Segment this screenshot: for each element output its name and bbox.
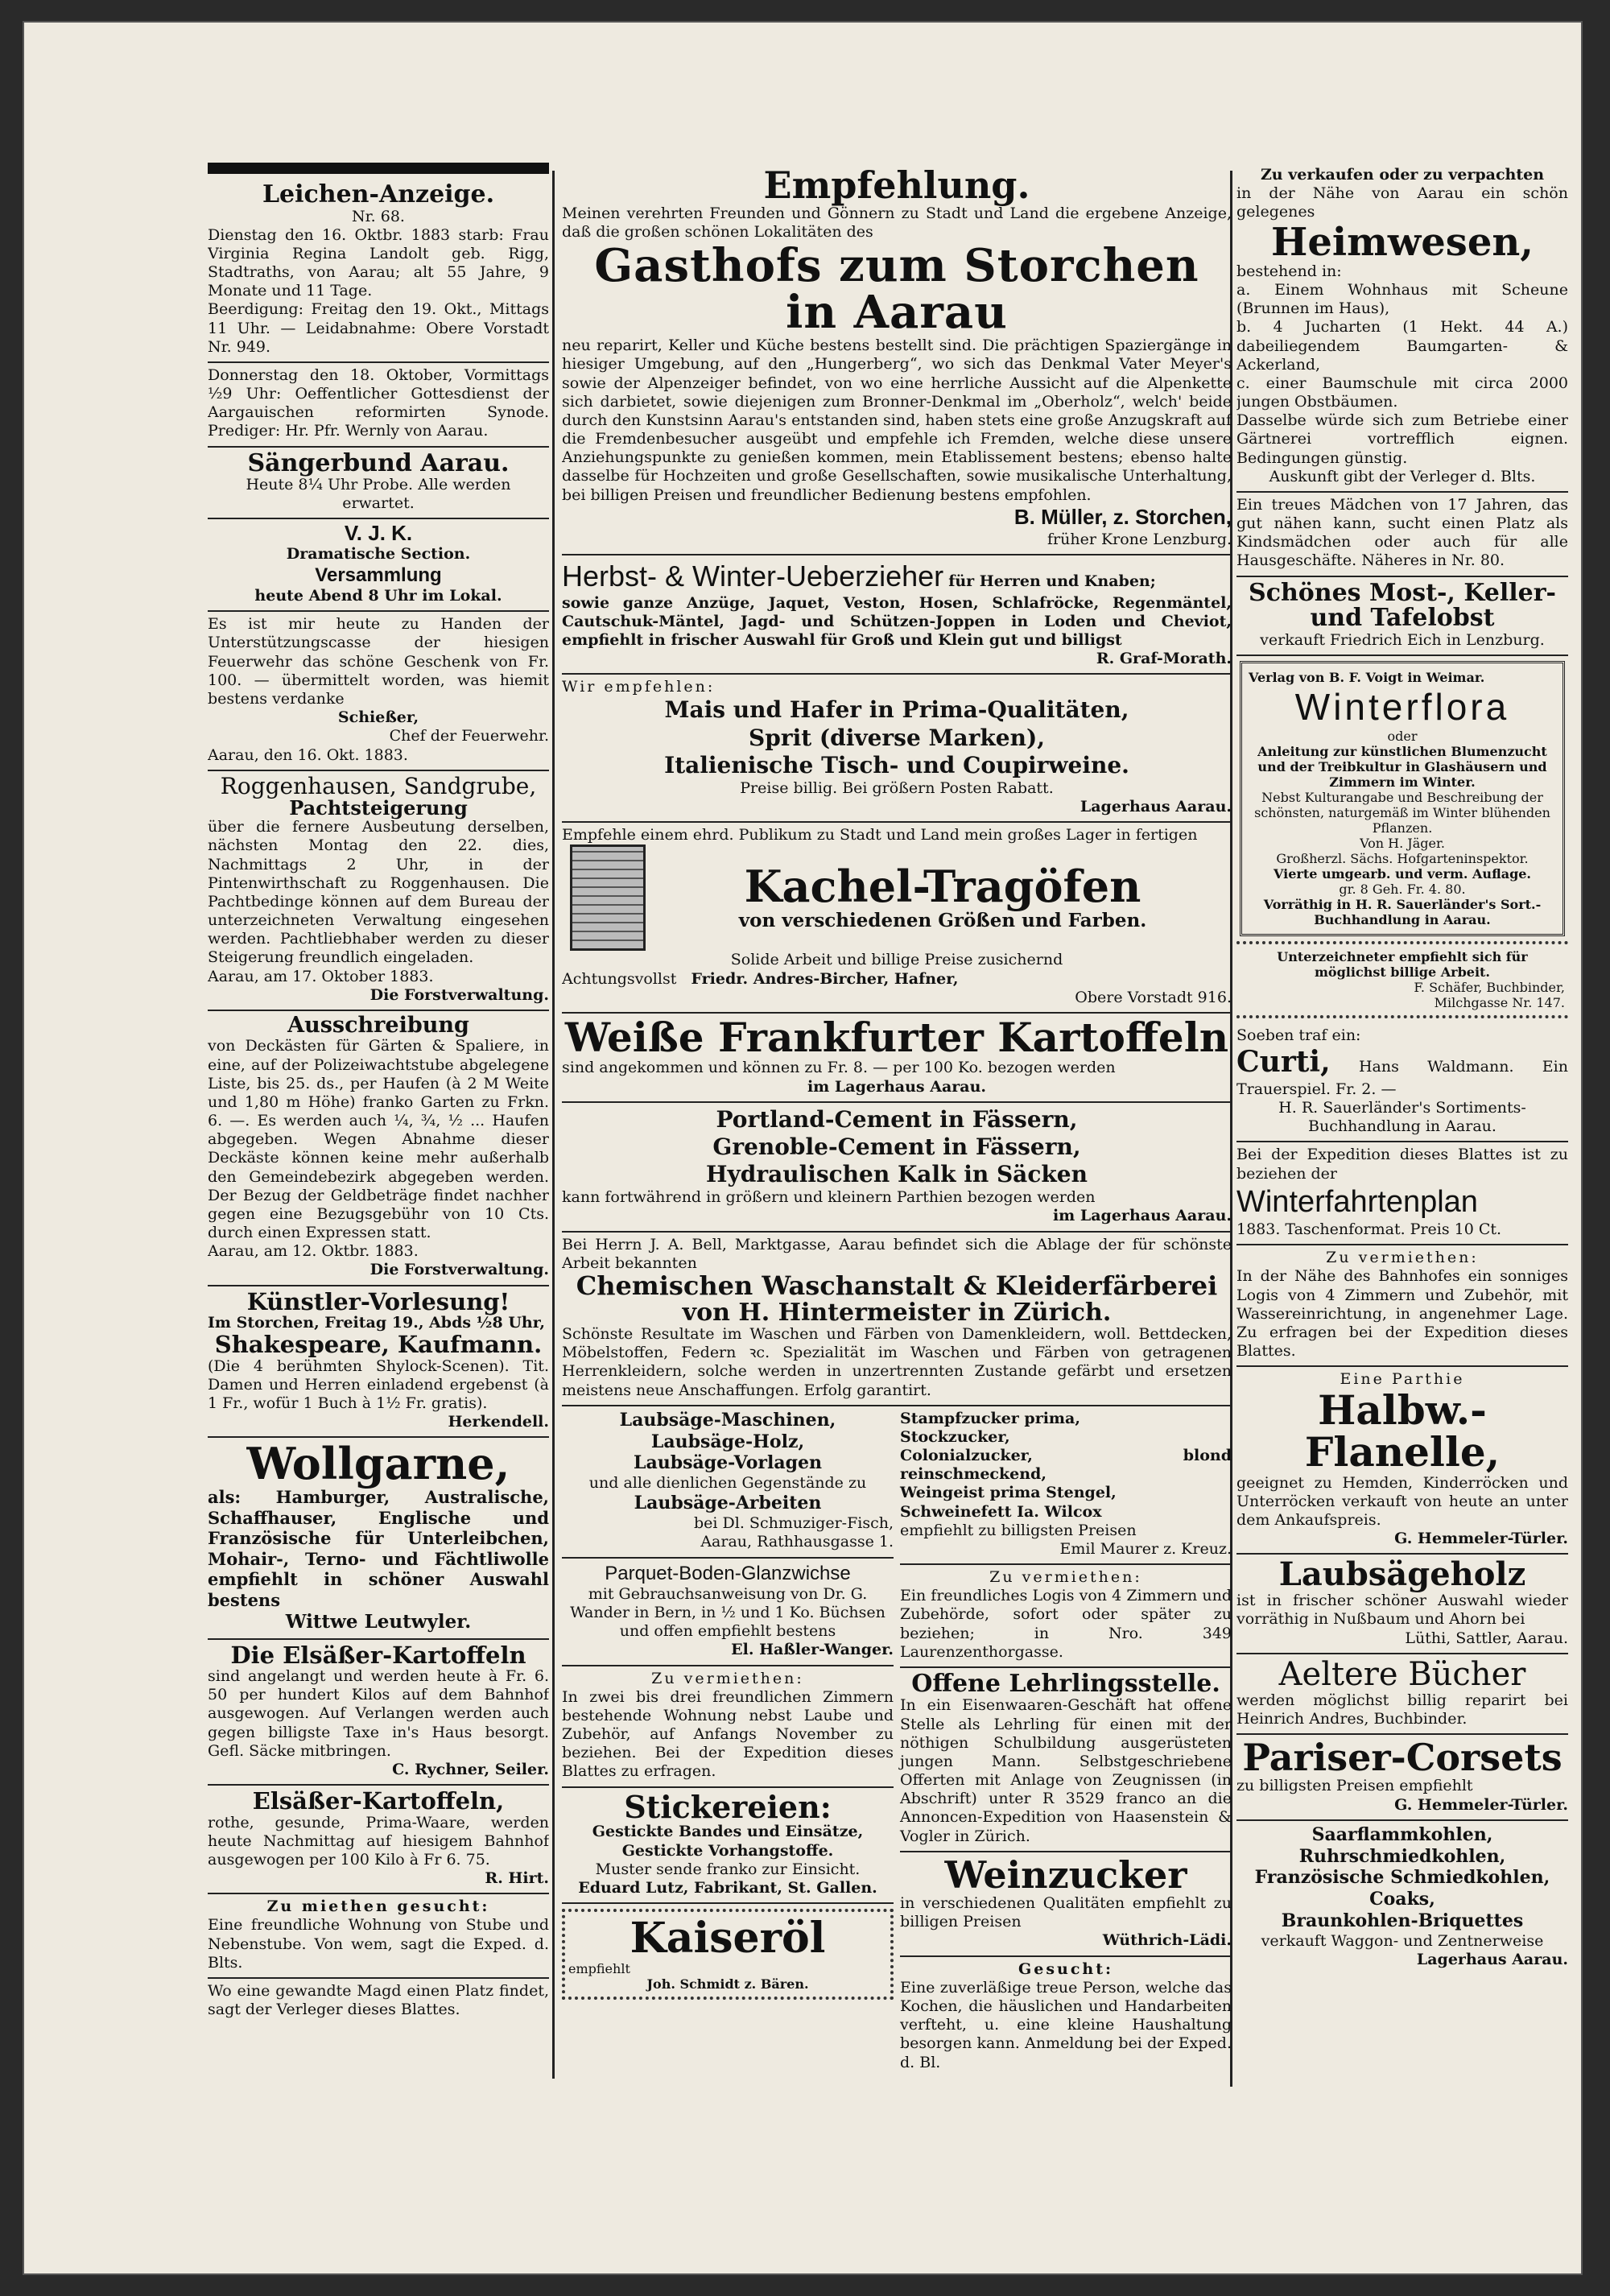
saenger-text: Heute 8¼ Uhr Probe. Alle werden erwartet. (246, 476, 511, 513)
ad-feuerwehr (208, 612, 549, 770)
laubsaege-text: und alle dienlichen Gegenstände zu (588, 1474, 867, 1493)
roggen-date: Aarau, am 17. Oktober 1883. (208, 967, 434, 985)
winterflora-title: Winterflora (1294, 685, 1510, 728)
curti-sign: H. R. Sauerländer's Sortiments-Buchhandlung in Aarau. (1278, 1099, 1526, 1136)
corsets-sign: G. Hemmeler-Türler. (1394, 1795, 1568, 1814)
kuenstler-sign: Herkendell. (448, 1413, 549, 1431)
kaiseroel-title: Kaiseröl (630, 1914, 826, 1964)
wollgarne-text: als: Hamburger, Australische, Schaffhauser, Englische und Französische für Unterleibchen, Mohair-, Terno- und Fächtliwolle empfiehlt in schöner Auswahl bestens (208, 1486, 549, 1611)
kohlen-sign: Lagerhaus Aarau. (1416, 1951, 1568, 1968)
elsaesser1-title: Die Elsäßer-Kartoffeln (230, 1641, 526, 1669)
feuerwehr-date: Aarau, den 16. Okt. 1883. (208, 745, 408, 764)
ad-heimwesen (1236, 163, 1568, 493)
ausschreibung-title: Ausschreibung (287, 1012, 469, 1038)
ad-mais-hafer (562, 675, 1232, 823)
winterflora-ed: Vierte umgearb. und verm. Auflage. (1274, 865, 1531, 882)
newspaper-page (23, 21, 1583, 2275)
winterflora-sub: Anleitung zur künstlichen Blumenzucht und der Treibkultur in Glashäusern und Zimmern im Winter. (1257, 743, 1547, 790)
ad-corsets (1236, 1735, 1568, 1821)
laubsaegeholz-title: Laubsägeholz (1278, 1555, 1526, 1594)
most-title: Schönes Most-, Keller- und Tafelobst (1249, 578, 1556, 633)
ad-stampfzucker (900, 1406, 1232, 1565)
kohlen-line2: Ruhrschmiedkohlen, (1298, 1845, 1506, 1867)
ad-kachel-tragoefen (562, 823, 1232, 1014)
lehrling-text: In ein Eisenwaaren-Geschäft hat offene Stelle als Lehrling für einen mit der nöthigen Schulbildung ausgerüsteten jungen Mann. Selbstgeschriebene Offerten mit Anlage von Zeugnissen (in Abschrift) unter R 3529 franco an die Annoncen-Expedition von Haasenstein & Vogler in Zürich. (900, 1696, 1232, 1845)
schaefer-addr: Milchgasse Nr. 147. (1434, 994, 1565, 1010)
cement-text: kann fortwährend in größern und kleinern Parthien bezogen werden (562, 1188, 1096, 1207)
flanelle-title: Halbw.-Flanelle, (1304, 1385, 1501, 1476)
flanelle-sign: G. Hemmeler-Türler. (1394, 1530, 1568, 1548)
empfehlung-sign2: früher Krone Lenzburg. (1047, 530, 1232, 548)
ad-laubsaegeholz (1236, 1555, 1568, 1654)
leichen-beerdigung: Beerdigung: Freitag den 19. Okt., Mittags 11 Uhr. — Leidabnahme: Obere Vorstadt Nr. 949. (208, 300, 549, 356)
kohlen-line3: Französische Schmiedkohlen, (1254, 1867, 1550, 1889)
frankfurter-text: sind angekommen und können zu Fr. 8. — per 100 Ko. bezogen werden (562, 1059, 1116, 1077)
schaefer-text: Unterzeichneter empfiehlt sich für möglichst billige Arbeit. (1277, 948, 1528, 980)
ad-saengerbund (208, 448, 549, 520)
vjk-versammlung: Versammlung (315, 564, 442, 586)
parquet-sign: El. Haßler-Wanger. (731, 1641, 894, 1659)
empfehlung-title: Empfehlung. (763, 163, 1030, 207)
lehrling-title: Offene Lehrlingsstelle. (911, 1669, 1220, 1698)
kaiseroel-sign: Joh. Schmidt z. Bären. (646, 1976, 809, 1992)
fahrplan-intro: Bei der Expedition dieses Blattes ist zu beziehen der (1236, 1146, 1568, 1183)
kachel-sub: von verschiedenen Größen und Farben. (738, 909, 1147, 931)
saenger-title: Sängerbund Aarau. (247, 448, 510, 477)
kachel-title: Kachel-Tragöfen (744, 861, 1141, 913)
winterflora-role: Großherzl. Sächs. Hofgarteninspektor. (1276, 850, 1529, 866)
corsets-title: Pariser-Corsets (1242, 1736, 1563, 1780)
cement-line3: Hydraulischen Kalk in Säcken (706, 1161, 1088, 1188)
wasch-intro: Bei Herrn J. A. Bell, Marktgasse, Aarau befindet sich die Ablage der für schönste Arbeit bekannten (562, 1235, 1232, 1272)
wollgarne-sign: Wittwe Leutwyler. (285, 1610, 472, 1633)
elsaesser2-title: Elsäßer-Kartoffeln, (252, 1787, 505, 1815)
kohlen-text: verkauft Waggon- und Zentnerweise (1261, 1931, 1544, 1950)
mais-line3: Italienische Tisch- und Coupirweine. (664, 751, 1129, 778)
fahrplan-text: 1883. Taschenformat. Preis 10 Ct. (1236, 1220, 1502, 1239)
sticker-sign: Eduard Lutz, Fabrikant, St. Gallen. (578, 1878, 877, 1897)
corsets-text: zu billigsten Preisen empfiehlt (1236, 1777, 1473, 1795)
elsaesser2-text: rothe, gesunde, Prima-Waare, werden heute Nachmittag auf hiesigem Bahnhof ausgewogen per 100 Kilo à Fr 6. 75. (208, 1813, 549, 1869)
sticker-text: Gestickte Bandes und Einsätze, Gestickte Vorhangstoffe. (592, 1823, 864, 1860)
ad-wohnung-gesucht (208, 1894, 549, 1979)
buecher-text: werden möglichst billig reparirt bei Heinrich Andres, Buchbinder. (1236, 1691, 1568, 1728)
weinzucker-sign: Wüthrich-Lädi. (1102, 1931, 1232, 1950)
ad-schaefer (1236, 941, 1568, 1018)
ad-winterflora (1240, 661, 1565, 936)
feuerwehr-text: Es ist mir heute zu Handen der Unterstützungscasse der hiesigen Feuerwehr das schöne Geschenk von Fr. 100. — übermittelt worden, was hiemit bestens verdanke (208, 615, 549, 708)
vjk-when: heute Abend 8 Uhr im Lokal. (254, 587, 502, 605)
ad-stickereien (562, 1788, 894, 1905)
winterflora-oder: oder (1387, 728, 1418, 744)
feuerwehr-role: Chef der Feuerwehr. (389, 727, 549, 745)
heimwesen-sign: Auskunft gibt der Verleger d. Blts. (1269, 467, 1536, 485)
heimwesen-title: Heimwesen, (1271, 219, 1534, 265)
column-left (208, 163, 549, 2135)
stampf-line4: Weingeist prima Stengel, (900, 1484, 1117, 1502)
vjk-sub: Dramatische Section. (286, 544, 471, 563)
ausschreibung-date: Aarau, am 12. Oktbr. 1883. (208, 1242, 419, 1261)
vermiethen3-title: Zu vermiethen: (1326, 1249, 1479, 1267)
kuenstler-title: Künstler-Vorlesung! (246, 1287, 510, 1315)
kuenstler-line1: Im Storchen, Freitag 19., Abds ½8 Uhr, (208, 1314, 545, 1332)
ad-waschanstalt (562, 1233, 1232, 1406)
ausschreibung-sign: Die Forstverwaltung. (369, 1261, 549, 1279)
wollgarne-title: Wollgarne, (246, 1438, 510, 1490)
laubsaege-line2: Laubsäge-Holz, (650, 1431, 805, 1452)
wohnung-title: Zu miethen gesucht: (266, 1898, 490, 1916)
leichen-title: Leichen-Anzeige. (262, 180, 495, 209)
frankfurter-title: Weiße Frankfurter Kartoffeln (564, 1013, 1229, 1061)
gesucht-title: Gesucht: (1018, 1959, 1113, 1978)
roggen-text: über die fernere Ausbeutung derselben, nächsten Montag den 22. dies, Nachmittags 2 Uhr, in der Pintenwirthschaft zu Roggenhausen. Die Pachtbedinge können auf dem Bureau der unterzeichneten Verwaltung eingesehen werden. Pachtliebhaber werden zu dieser Steigerung freundlich eingeladen. (208, 818, 549, 967)
empfehlung-sign: B. Müller, z. Storchen, (1013, 504, 1232, 529)
ad-curti (1236, 1023, 1568, 1143)
ad-laubsaege (562, 1406, 894, 1559)
curti-author: Hans Waldmann. Ein Trauerspiel. Fr. 2. — (1236, 1058, 1568, 1098)
ad-weinzucker (900, 1852, 1232, 1957)
herbst-sign: R. Graf-Morath. (1096, 650, 1232, 668)
mais-note: Preise billig. Bei größern Posten Rabatt. (740, 778, 1054, 797)
laubsaege-addr: Aarau, Rathhausgasse 1. (700, 1533, 894, 1551)
kachel-pre: Achtungsvollst (562, 969, 677, 988)
roggen-sub: Pachtsteigerung (289, 796, 468, 820)
ad-kaiseroel (562, 1909, 894, 2000)
vjk-title: V. J. K. (344, 521, 413, 546)
ad-vermiethen-wohnung (562, 1666, 894, 1788)
sticker-muster: Muster sende franko zur Einsicht. (595, 1860, 861, 1878)
elsaesser1-text: sind angelangt und werden heute à Fr. 6. 50 per hundert Kilos auf dem Bahnhof ausgewogen. Auf Verlangen werden auch gegen billigste Taxe in's Haus besorgt. Gefl. Säcke mitbringen. (208, 1667, 549, 1760)
ad-gottesdienst: Donnerstag den 18. Oktober, Vormittags ½9 Uhr: Oeffentlicher Gottesdienst der Aargauischen reformirten Synode. Prediger: Hr. Pfr. Wernly von Aarau. (208, 363, 549, 448)
roggen-title: Roggenhausen, Sandgrube, (220, 772, 537, 799)
ad-magd: Wo eine gewandte Magd einen Platz findet, sagt der Verleger dieses Blattes. (208, 1981, 549, 2019)
ad-parquet (562, 1559, 894, 1666)
ad-vermiethen-bahnhof (1236, 1245, 1568, 1367)
laubsaege-line1: Laubsäge-Maschinen, (619, 1409, 836, 1431)
ausschreibung-text: von Deckästen für Gärten & Spaliere, in eine, auf der Polizeiwachtstube abgelegene Liste, bis 25. ds., per Haufen (à 2 M Weite und 1,80 m Höhe) franko Garten zu Frkn. 6. —. Es werden auch ¼, ¾, ½ ... Haufen abgegeben. Wegen Abnahme dieser Deckäste können keine mehr außerhalb den Gemeindebezirk abgegeben werden. Der Bezug der Geldbeträge findet nachher gegen eine Bezugsgebühr von 10 Cts. durch einen Expressen statt. (208, 1037, 549, 1242)
winterflora-price: gr. 8 Geh. Fr. 4. 80. (1339, 881, 1466, 897)
winterflora-stock: Vorräthig in H. R. Sauerländer's Sort.-Buchhandlung in Aarau. (1263, 896, 1542, 927)
stampf-line1: Stampfzucker prima, (900, 1409, 1080, 1427)
wohnung-text: Eine freundliche Wohnung von Stube und Nebenstube. Von wem, sagt die Exped. d. Blts. (208, 1916, 549, 1972)
ad-frankfurter (562, 1014, 1232, 1103)
heimwesen-intro2: in der Nähe von Aarau ein schön gelegenes (1236, 184, 1568, 221)
herbst-title: Herbst- & Winter-Ueberzieher (562, 559, 944, 593)
heimwesen-intro: Zu verkaufen oder zu verpachten (1260, 166, 1545, 184)
ad-ausschreibung (208, 1011, 549, 1286)
curti-intro: Soeben traf ein: (1236, 1026, 1361, 1044)
kachel-sign: Friedr. Andres-Bircher, Hafner, (691, 969, 959, 988)
herbst-text: sowie ganze Anzüge, Jaquet, Veston, Hosen, Schlafröcke, Regenmäntel, Cautschuk-Mäntel, Jagd- und Schützen-Joppen in Loden und Cheviot, empfiehlt in frischer Auswahl für Groß und Klein gut und billigst (562, 593, 1232, 649)
vermiethen2-title: Zu vermiethen: (651, 1669, 804, 1687)
weinzucker-title: Weinzucker (944, 1852, 1187, 1897)
schaefer-sign: F. Schäfer, Buchbinder, (1414, 979, 1565, 995)
mais-line1: Mais und Hafer in Prima-Qualitäten, (664, 696, 1129, 724)
most-sign: verkauft Friedrich Eich in Lenzburg. (1260, 630, 1545, 649)
winterflora-text: Nebst Kulturangabe und Beschreibung der schönsten, naturgemäß im Winter blühenden Pflanzen. (1254, 789, 1550, 836)
fahrplan-title: Winterfahrtenplan (1236, 1184, 1478, 1219)
winterflora-author: Von H. Jäger. (1360, 835, 1445, 851)
kuenstler-text: (Die 4 berühmten Shylock-Scenen). Tit. Damen und Herren einladend ergebenst (à 1 Fr., wofür 1 Buch à 1½ Fr. gratis). (208, 1357, 549, 1412)
mais-sign: Lagerhaus Aarau. (1080, 798, 1232, 816)
flanelle-intro: Eine Parthie (1340, 1370, 1465, 1389)
kachel-addr: Obere Vorstadt 916. (1075, 988, 1232, 1006)
elsaesser2-sign: R. Hirt. (485, 1869, 549, 1888)
ad-roggenhausen (208, 771, 549, 1011)
heimwesen-a: a. Einem Wohnhaus mit Scheune (Brunnen im Haus), (1236, 281, 1568, 318)
laubsaege-line4: Laubsäge-Arbeiten (634, 1493, 822, 1514)
leichen-nr: Nr. 68. (352, 207, 405, 225)
ad-fahrplan (1236, 1142, 1568, 1245)
ad-lehrlingsstelle (900, 1668, 1232, 1852)
ad-empfehlung-storchen (562, 163, 1232, 555)
laubsaegeholz-sign: Lüthi, Sattler, Aarau. (1405, 1629, 1568, 1647)
laubsaege-sign: bei Dl. Schmuziger-Fisch, (694, 1514, 894, 1533)
parquet-title: Parquet-Boden-Glanzwichse (605, 1562, 851, 1584)
kohlen-line4: Coaks, (1369, 1889, 1435, 1910)
stove-illustration (570, 844, 646, 951)
column-middle (562, 163, 1232, 2143)
ad-kuenstler (208, 1286, 549, 1439)
ad-cement (562, 1103, 1232, 1233)
wasch-text: Schönste Resultate im Waschen und Färben von Damenkleidern, woll. Bettdecken, Möbelstoffen, Federn ꝛc. Spezialität im Waschen und Färben von getragenen Herrenkleidern, solche werden in unzertrennten Zustande gefärbt und ersetzen meistens neue Anschaffungen. Erfolg garantirt. (562, 1325, 1232, 1399)
leichen-text: Dienstag den 16. Oktbr. 1883 starb: Frau Virginia Regina Landolt geb. Rigg, Stadtraths, von Aarau; alt 55 Jahre, 9 Monate und 11 Tage. (208, 225, 549, 300)
kaiseroel-pre: empfiehlt (568, 1960, 630, 1976)
wasch-title: Chemischen Waschanstalt & Kleiderfärberei (576, 1270, 1218, 1301)
ad-most-obst (1236, 577, 1568, 656)
column-rule-left (552, 171, 555, 2079)
ad-wollgarne (208, 1438, 549, 1639)
kohlen-line5: Braunkohlen-Briquettes (1281, 1910, 1524, 1931)
elsaesser1-sign: C. Rychner, Seiler. (392, 1760, 549, 1778)
ad-kohlen (1236, 1821, 1568, 1974)
ad-elsaesser-1 (208, 1640, 549, 1786)
empfehlung-intro: Meinen verehrten Freunden und Gönnern zu Stadt und Land die ergebene Anzeige, daß die großen schönen Lokalitäten des (562, 204, 1232, 242)
heimwesen-b: b. 4 Jucharten (1 Hekt. 44 A.) dabeiliegendem Baumgarten- & Ackerland, (1236, 318, 1568, 374)
cement-sign: im Lagerhaus Aarau. (1052, 1207, 1232, 1225)
gasthof-name: Gasthofs zum Storchen in Aarau (594, 238, 1199, 340)
vermiethen1-title: Zu vermiethen: (989, 1568, 1142, 1587)
heimwesen-c: c. einer Baumschule mit circa 2000 jungen Obstbäumen. (1236, 374, 1568, 411)
sticker-title: Stickereien: (624, 1788, 832, 1825)
ad-vermiethen-logis (900, 1565, 1232, 1668)
stampf-text: empfiehlt zu billigsten Preisen (900, 1521, 1137, 1539)
empfehlung-text: neu reparirt, Keller und Küche bestens bestellt sind. Die prächtigen Spaziergänge in hiesiger Umgebung, auf den „Hungerberg“, wo sich das Denkmal Vater Meyer's sowie der Alpenzeiger befindet, von wo eine herrliche Aussicht auf die Alpenkette sich darbietet, sowie diejenigen zum Bronner-Denkmal im „Oberholz“, welch' beide durch den Kunstsinn Aarau's entstanden sind, haben stets eine große Anzugskraft auf die Fremdenbesucher ausgeübt und empfehle ich Fremden, welche diese unsere Anziehungspunkte zu genießen kommen, mein Etablissement bestens; ebenso halte dasselbe für Hochzeiten und große Gesellschaften, sowie musikalische Unterhaltung, bei billigen Preisen und freundlicher Bedienung bestens empfohlen. (562, 337, 1232, 504)
wasch-sub: von H. Hintermeister in Zürich. (682, 1298, 1112, 1327)
stampf-line3: Colonialzucker, blond reinschmeckend, (900, 1447, 1232, 1484)
feuerwehr-sign: Schießer, (337, 708, 419, 727)
mais-line2: Sprit (diverse Marken), (749, 724, 1045, 751)
laubsaegeholz-text: ist in frischer schöner Auswahl wieder vorräthig in Nußbaum und Ahorn bei (1236, 1592, 1568, 1629)
ad-flanelle (1236, 1367, 1568, 1555)
cement-line2: Grenoble-Cement in Fässern, (712, 1133, 1081, 1160)
winterflora-verlag: Verlag von B. F. Voigt in Weimar. (1249, 669, 1485, 685)
laubsaege-line3: Laubsäge-Vorlagen (634, 1452, 822, 1474)
ad-leichen (208, 179, 549, 363)
vermiethen2-text: In zwei bis drei freundlichen Zimmern bestehende Wohnung nebst Laube und Zubehör, auf Anfangs November zu beziehen. Bei der Expedition dieses Blattes zu erfragen. (562, 1687, 894, 1781)
column-right (1236, 163, 1568, 2127)
stampf-sign: Emil Maurer z. Kreuz. (1059, 1539, 1232, 1558)
cement-line1: Portland-Cement in Fässern, (716, 1105, 1078, 1133)
ad-herbst-ueberzieher (562, 555, 1232, 675)
roggen-sign: Die Forstverwaltung. (369, 985, 549, 1004)
stampf-line2: Stockzucker, (900, 1427, 1010, 1446)
stampf-line5: Schweinefett Ia. Wilcox (900, 1502, 1102, 1521)
ad-elsaesser-2 (208, 1786, 549, 1894)
buecher-title: Aeltere Bücher (1278, 1655, 1526, 1693)
heavy-rule (208, 163, 549, 174)
ad-maedchen: Ein treues Mädchen von 17 Jahren, das gut nähen kann, sucht einen Platz als Kindsmädchen oder auch für alle Hausgeschäfte. Näheres in Nr. 80. (1236, 493, 1568, 577)
heimwesen-outro: Dasselbe würde sich zum Betriebe einer Gärtnerei vortrefflich eignen. Bedingungen günstig. (1236, 411, 1568, 467)
kohlen-line1: Saarflammkohlen, (1311, 1823, 1493, 1845)
herbst-suffix: für Herren und Knaben; (948, 572, 1156, 590)
curti-title: Curti, (1236, 1045, 1331, 1079)
gesucht-text: Eine zuverläßige treue Person, welche das Kochen, die häuslichen und Handarbeiten verfteht, u. eine kleine Haushaltung besorgen kann. Anmeldung bei der Exped. d. Bl. (900, 1978, 1232, 2071)
vermiethen1-text: Ein freundliches Logis von 4 Zimmern und Zubehörde, sofort oder später zu beziehen; in Nro. 349 Laurenzenthorgasse. (900, 1587, 1232, 1661)
ad-vjk (208, 519, 549, 612)
kachel-intro: Empfehle einem ehrd. Publikum zu Stadt und Land mein großes Lager in fertigen (562, 826, 1198, 844)
ad-buecher (1236, 1654, 1568, 1735)
mais-intro: Wir empfehlen: (562, 678, 716, 696)
vermiethen3-text: In der Nähe des Bahnhofes ein sonniges Logis von 4 Zimmern und Zubehör, mit Wassereinrichtung, in angenehmer Lage. Zu erfragen bei der Expedition dieses Blattes. (1236, 1267, 1568, 1361)
ad-gesucht (900, 1957, 1232, 2077)
weinzucker-text: in verschiedenen Qualitäten empfiehlt zu billigen Preisen (900, 1894, 1232, 1931)
kuenstler-name: Shakespeare, Kaufmann. (214, 1331, 543, 1359)
kachel-text: Solide Arbeit und billige Preise zusichernd (730, 951, 1063, 969)
parquet-text: mit Gebrauchsanweisung von Dr. G. Wander in Bern, in ½ und 1 Ko. Büchsen und offen empfiehlt bestens (570, 1584, 886, 1641)
heimwesen-text: bestehend in: (1236, 262, 1342, 280)
flanelle-text: geeignet zu Hemden, Kinderröcken und Unterröcken verkauft von heute an unter dem Ankaufspreis. (1236, 1473, 1568, 1529)
frankfurter-sign: im Lagerhaus Aarau. (807, 1077, 987, 1096)
